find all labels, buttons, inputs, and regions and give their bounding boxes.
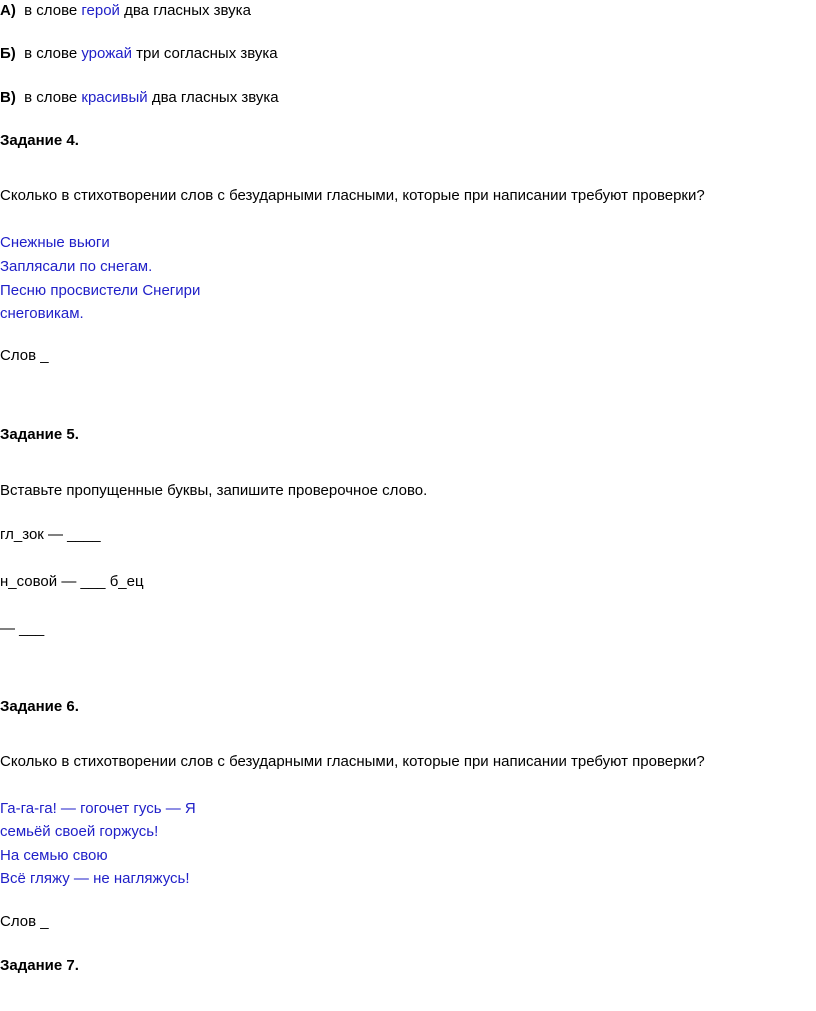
task4-title: Задание 4. <box>0 132 79 149</box>
task6-question: Сколько в стихотворении слов с безударными гласными, которые при написании требуют проверки? <box>0 753 705 770</box>
option-suffix: три согласных звука <box>136 45 278 62</box>
option-prefix: в слове <box>24 2 78 19</box>
task6-answer: Слов _ <box>0 913 49 930</box>
task4-poem-line: снеговикам. <box>0 305 84 322</box>
task4-poem-line: Заплясали по снегам. <box>0 258 153 275</box>
option-word: красивый <box>81 89 148 106</box>
task4-poem-line: Снежные вьюги <box>0 234 110 251</box>
option-suffix: два гласных звука <box>124 2 251 19</box>
task6-poem-line: Га-га-га! — гогочет гусь — Я <box>0 800 196 817</box>
task4-answer: Слов _ <box>0 347 49 364</box>
option-suffix: два гласных звука <box>151 89 279 106</box>
task5-title: Задание 5. <box>0 426 79 443</box>
option-a <box>0 1 251 21</box>
task6-poem-line: семьёй своей горжусь! <box>0 823 159 840</box>
task6-poem-line: Всё гляжу — не нагляжусь! <box>0 870 190 887</box>
option-c <box>0 88 279 108</box>
task4-poem-line: Песню просвистели Снегири <box>0 282 201 299</box>
option-prefix: в слове <box>24 89 78 106</box>
option-prefix: в слове <box>24 45 78 62</box>
option-letter: Б) <box>0 45 16 62</box>
option-word: урожай <box>81 45 132 62</box>
option-letter: В) <box>0 89 16 106</box>
task6-poem-line: На семью свою <box>0 847 108 864</box>
option-word: герой <box>81 2 120 19</box>
task5-exercise-line: н_совой — ___ б_ец <box>0 573 144 590</box>
option-letter: А) <box>0 2 16 19</box>
task5-exercise-line: гл_зок — ____ <box>0 526 101 543</box>
task4-question: Сколько в стихотворении слов с безударными гласными, которые при написании требуют проверки? <box>0 187 705 204</box>
task5-instruction: Вставьте пропущенные буквы, запишите проверочное слово. <box>0 482 428 499</box>
option-b <box>0 44 278 64</box>
task5-exercise-line: — ___ <box>0 620 45 637</box>
task7-title: Задание 7. <box>0 957 79 974</box>
task6-title: Задание 6. <box>0 698 79 715</box>
